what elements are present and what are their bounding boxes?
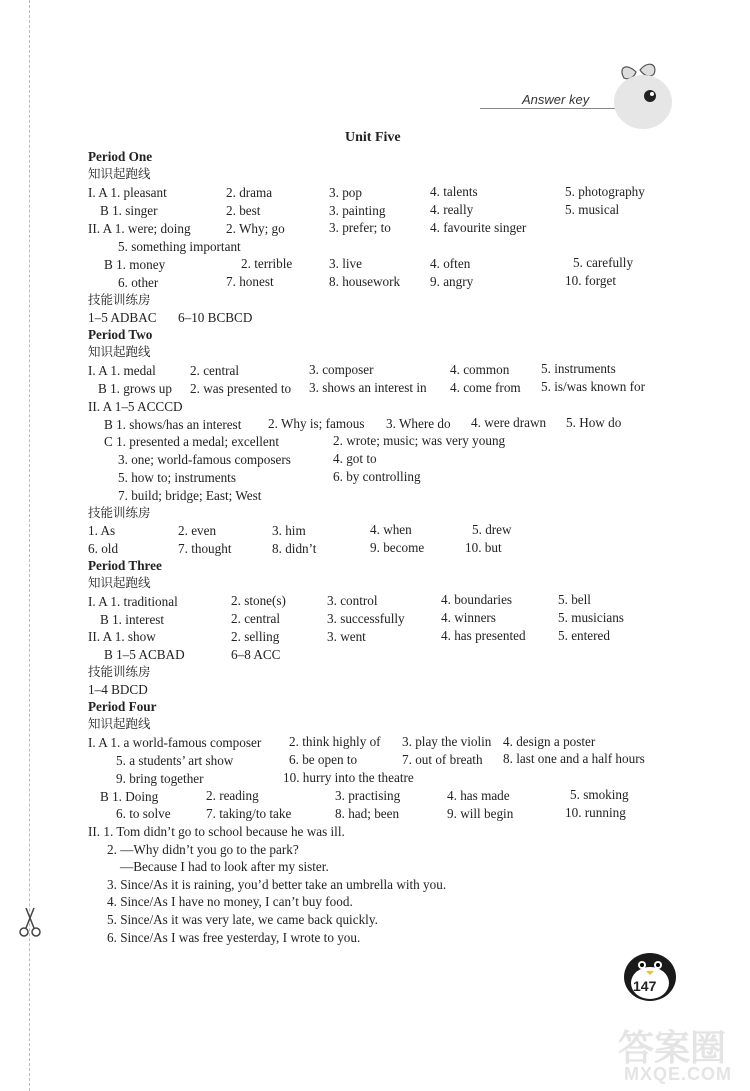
section-heading: 技能训练房 (88, 505, 151, 520)
answer-item: 6. by controlling (333, 469, 421, 484)
answer-item: 1. As (88, 523, 116, 538)
answer-item: 4. common (450, 362, 510, 377)
answer-item: 2. central (190, 363, 240, 378)
page-number: 147 (633, 978, 657, 994)
answer-item: 2. stone(s) (231, 593, 286, 608)
answer-item: 5. a students’ art show (116, 753, 234, 768)
answer-item: 7. out of breath (402, 752, 483, 767)
answer-item: II. A 1–5 ACCCD (88, 399, 183, 414)
answer-item: 3. went (327, 629, 366, 644)
answer-item: 3. prefer; to (329, 220, 391, 235)
answer-item: 3. one; world-famous composers (118, 452, 291, 467)
answer-item: 6. be open to (289, 752, 358, 767)
answer-key-label: Answer key (522, 92, 590, 107)
answer-item: 7. taking/to take (206, 806, 292, 821)
penguin-icon (620, 945, 680, 1003)
answer-item: 3. practising (335, 788, 401, 803)
answer-item: 2. —Why didn’t you go to the park? (107, 842, 299, 857)
answer-item: 6. to solve (116, 806, 171, 821)
answer-item: 4. often (430, 256, 471, 271)
answer-item: I. A 1. medal (88, 363, 156, 378)
answer-item: 5. How do (566, 415, 622, 430)
answer-item: B 1. shows/has an interest (104, 417, 242, 432)
answer-item: 4. design a poster (503, 734, 596, 749)
answer-item: 6–8 ACC (231, 647, 281, 662)
answer-item: 6–10 BCBCD (178, 310, 253, 325)
answer-item: 5. is/was known for (541, 379, 646, 394)
answer-item: II. 1. Tom didn’t go to school because he was ill. (88, 824, 345, 839)
answer-item: 3. Where do (386, 416, 451, 431)
answer-item: 9. bring together (116, 771, 204, 786)
answer-item: 3. pop (329, 185, 362, 200)
answer-item: 4. when (370, 522, 412, 537)
answer-item: II. A 1. show (88, 629, 156, 644)
answer-item: 2. drama (226, 185, 273, 200)
answer-item: 3. control (327, 593, 378, 608)
answer-item: 4. favourite singer (430, 220, 527, 235)
answer-item: 4. got to (333, 451, 377, 466)
answer-item: 3. him (272, 523, 306, 538)
answer-item: 2. Why; go (226, 221, 285, 236)
answer-item: 2. reading (206, 788, 259, 803)
answer-item: 10. hurry into the theatre (283, 770, 414, 785)
answer-item: 5. instruments (541, 361, 616, 376)
period-heading: Period Three (88, 558, 162, 573)
answer-item: 1–5 ADBAC (88, 310, 157, 325)
answer-item: 5. carefully (573, 255, 634, 270)
answer-item: 4. winners (441, 610, 496, 625)
period-heading: Period Four (88, 699, 157, 714)
section-heading: 知识起跑线 (88, 344, 151, 359)
answer-item: 2. Why is; famous (268, 416, 365, 431)
answer-item: C 1. presented a medal; excellent (104, 434, 280, 449)
answer-item: 6. other (118, 275, 159, 290)
answer-item: 4. has made (447, 788, 510, 803)
answer-item: 3. Since/As it is raining, you’d better take an umbrella with you. (107, 877, 447, 892)
answer-item: 4. talents (430, 184, 478, 199)
answer-item: 2. even (178, 523, 217, 538)
answer-item: 4. Since/As I have no money, I can’t buy food. (107, 894, 353, 909)
answer-item: 3. live (329, 256, 362, 271)
answer-item: 3. play the violin (402, 734, 492, 749)
answer-item: 5. smoking (570, 787, 629, 802)
answer-item: 2. think highly of (289, 734, 381, 749)
answer-item: I. A 1. traditional (88, 594, 178, 609)
answer-item: 2. wrote; music; was very young (333, 433, 506, 448)
answer-item: 4. really (430, 202, 474, 217)
answer-item: 4. has presented (441, 628, 526, 643)
answer-item: 2. central (231, 611, 281, 626)
section-heading: 知识起跑线 (88, 716, 151, 731)
section-heading: 技能训练房 (88, 664, 151, 679)
answer-item: B 1. grows up (98, 381, 172, 396)
answer-item: 3. painting (329, 203, 386, 218)
scissors-icon (17, 906, 43, 938)
section-heading: 知识起跑线 (88, 166, 151, 181)
answer-item: 6. old (88, 541, 119, 556)
answer-item: 4. were drawn (471, 415, 547, 430)
answer-item: 8. housework (329, 274, 401, 289)
answer-item: 5. drew (472, 522, 512, 537)
answer-item: 5. something important (118, 239, 241, 254)
answer-item: 7. honest (226, 274, 274, 289)
section-heading: 技能训练房 (88, 292, 151, 307)
answer-item: 2. terrible (241, 256, 293, 271)
period-heading: Period One (88, 149, 153, 164)
fruit-mascot-icon (612, 58, 674, 130)
answer-item: 4. come from (450, 380, 521, 395)
answer-item: 2. was presented to (190, 381, 292, 396)
answer-item: I. A 1. a world-famous composer (88, 735, 262, 750)
period-heading: Period Two (88, 327, 153, 342)
answer-item: —Because I had to look after my sister. (120, 859, 329, 874)
answer-item: 4. boundaries (441, 592, 513, 607)
answer-item: II. A 1. were; doing (88, 221, 191, 236)
answer-item: 5. how to; instruments (118, 470, 236, 485)
answer-item: 9. will begin (447, 806, 514, 821)
answer-item: 9. become (370, 540, 425, 555)
answer-item: B 1–5 ACBAD (104, 647, 185, 662)
answer-item: 5. photography (565, 184, 645, 199)
answer-item: 10. but (465, 540, 502, 555)
answer-item: 8. didn’t (272, 541, 317, 556)
answer-item: I. A 1. pleasant (88, 185, 167, 200)
answer-item: 3. shows an interest in (309, 380, 427, 395)
watermark-logo: 答案圈 (618, 1027, 727, 1068)
answer-item: 9. angry (430, 274, 474, 289)
answer-item: 5. Since/As it was very late, we came back quickly. (107, 912, 378, 927)
answer-item: 5. musicians (558, 610, 624, 625)
answer-item: 8. had; been (335, 806, 400, 821)
answer-item: 5. bell (558, 592, 591, 607)
answer-item: B 1. Doing (100, 789, 159, 804)
answer-item: 7. build; bridge; East; West (118, 488, 262, 503)
answer-item: 8. last one and a half hours (503, 751, 645, 766)
unit-title: Unit Five (345, 130, 401, 145)
answer-item: B 1. singer (100, 203, 158, 218)
answer-item: B 1. money (104, 257, 166, 272)
header-rule (480, 108, 630, 109)
answer-item: 6. Since/As I was free yesterday, I wrote to you. (107, 930, 361, 945)
answer-item: 5. entered (558, 628, 610, 643)
answer-item: 2. selling (231, 629, 280, 644)
answer-item: 10. running (565, 805, 626, 820)
answer-item: 3. composer (309, 362, 374, 377)
answer-item: 7. thought (178, 541, 232, 556)
section-heading: 知识起跑线 (88, 575, 151, 590)
answer-item: 3. successfully (327, 611, 405, 626)
watermark-url: MXQE.COM (624, 1064, 733, 1084)
answer-item: 10. forget (565, 273, 617, 288)
answer-item: 5. musical (565, 202, 620, 217)
answer-item: 2. best (226, 203, 261, 218)
answer-item: B 1. interest (100, 612, 165, 627)
answer-item: 1–4 BDCD (88, 682, 148, 697)
